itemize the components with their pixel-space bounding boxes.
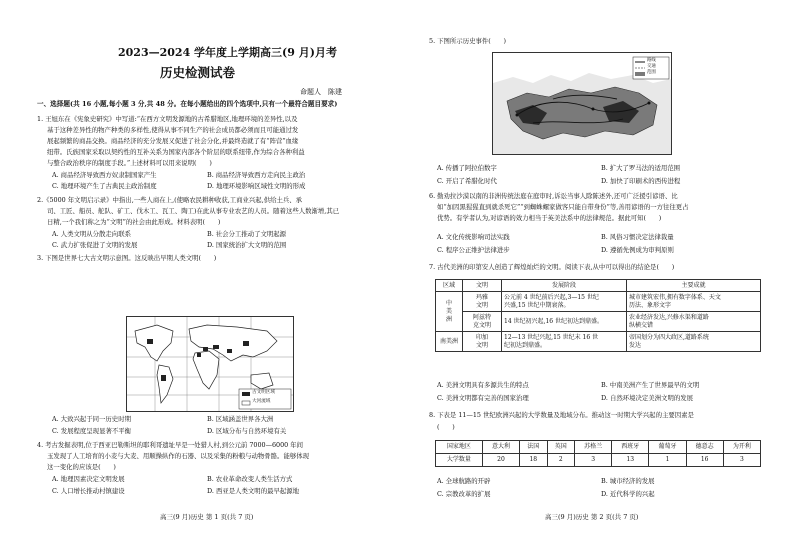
q7-stem: 7. 古代美洲的印第安人创造了辉煌灿烂的文明。阅读下表,从中可以得出的结论是( ) [429,263,675,271]
q6-option-c[interactable]: C. 程序公正维护法律进步 [437,246,510,254]
exam-subtitle: 历史检测试卷 [160,65,236,80]
q8-h4: 苏格兰 [575,441,612,454]
q6-line-3: 优势。有学者认为,对谚语的效力相当于英美法系中的法律规范。据此可知( ) [437,214,662,222]
q7-civ-3: 印加 文明 [463,332,502,352]
q8-v4: 13 [612,454,649,467]
q6-option-d[interactable]: D. 遵循先例成为审判原则 [601,246,674,254]
q2-option-d[interactable]: D. 国家统治扩大文明的范围 [207,241,287,249]
q7-header-stage: 发展阶段 [502,280,627,292]
q7-stage-1: 公元前 4 世纪前后兴起,3—15 世纪 兴盛,15 世纪中期衰落。 [502,292,627,312]
q5-option-a[interactable]: A. 传播了阿拉伯数字 [437,164,497,172]
q8-option-c[interactable]: C. 宗教改革的扩展 [437,490,491,498]
q7-civ-2: 阿兹特 克文明 [463,312,502,332]
q1-line-4: 纽带。氏族国家采取以契约性的互补关系为国家内部各个阶层的联系纽带,作为综合各种利益 [47,148,305,156]
q2-option-c[interactable]: C. 武力扩张促进了文明的发展 [52,241,138,249]
q8-h5: 西班牙 [612,441,649,454]
q4-line-1: 4. 考古发掘表明,位于西亚巴勒斯坦的耶利哥遗址早是一处猎人村,到公元前 7000—6000 年间 [37,441,304,449]
table-row [436,312,761,332]
q8-h8: 为开利 [723,441,760,454]
q3-stem: 3. 下图是世界七大古文明示意图。这反映出早期人类文明( ) [37,254,217,262]
q5-option-b[interactable]: B. 扩大了罗马法的适用范围 [601,164,681,172]
table-row [436,454,761,467]
q7-stage-3: 12—13 世纪兴起,15 世纪末 16 世 纪初达到鼎盛。 [502,332,627,352]
world-map-svg [127,317,293,411]
q3-option-a[interactable]: A. 大致兴起于同一历史时期 [52,415,131,423]
q8-v1: 18 [520,454,547,467]
q1-option-a[interactable]: A. 商品经济导致西方奴隶制国家产生 [52,171,157,179]
q1-line-2: 基于这种差异性的物产种类的多样性,使得从事不同生产的社会成员都必须而且可能通过发 [47,126,299,134]
q7-header-ach: 主要成就 [627,280,761,292]
exam-title: 2023—2024 学年度上学期高三(9 月)月考 [118,46,337,59]
q7-region-south: 南美洲 [436,332,463,352]
q8-option-a[interactable]: A. 全球航路的开辟 [437,477,491,485]
q2-line-2: 司、工匠、船员、舵队、矿工、伐木工、瓦工、陶工)在此从事专业农艺的人员。随着这些人数渐增,其已 [47,207,340,215]
section-heading: 一、选择题(共 16 小题,每小题 3 分,共 48 分。在每小题给出的四个选项中,只有一个最符合题目要求) [37,100,338,108]
q8-h2: 法国 [520,441,547,454]
q7-table [435,279,761,352]
q7-civ-1: 玛雅 文明 [463,292,502,312]
right-page [397,0,794,543]
q4-option-b[interactable]: B. 农业革命改变人类生活方式 [207,475,293,483]
q1-line-1: 1. 王旭东在《宪象史研究》中写道:“在西方文明发源地的古希腊地区,地理环境的差异性,以及 [37,115,298,123]
q8-v6: 16 [686,454,723,467]
q6-option-a[interactable]: A. 文化传统影响司法实践 [437,233,510,241]
footer-left: 高三(9 月)历史 第 1 页(共 7 页) [160,513,254,521]
q8-option-d[interactable]: D. 近代科学的兴起 [601,490,655,498]
author: 命题人 陈建 [300,88,342,96]
q5-option-c[interactable]: C. 开启了希腊化时代 [437,177,497,185]
q5-legend-1: 路线 [647,58,656,63]
q1-line-3: 展起频繁的商品交换。商品经济的充分发展又促进了社会分化,并最终造就了有“阵营”血缘 [47,137,299,145]
q8-v3: 3 [575,454,612,467]
q1-option-c[interactable]: C. 地理环境产生了古典民主政治制度 [52,182,157,190]
q6-option-b[interactable]: B. 风俗习惯决定法律裁量 [601,233,674,241]
q3-option-b[interactable]: B. 区域涵盖世界各大洲 [207,415,274,423]
q7-header-region: 区域 [436,280,463,292]
q7-option-a[interactable]: A. 美洲文明具有多源共生的特点 [437,381,529,389]
q4-option-a[interactable]: A. 地理因素决定文明发展 [52,475,125,483]
q7-ach-1: 城市建筑宏伟,拥有数字体系、天文 历法、象形文字 [627,292,761,312]
q7-option-c[interactable]: C. 美洲文明都有完善的国家治理 [437,394,529,402]
q5-stem: 5. 下图所示历史事件( ) [429,37,507,45]
q7-option-b[interactable]: B. 中南美洲产生了世界最早的文明 [601,381,700,389]
q2-line-3: 日精,一个我们称之为“文明”的社会由此形成。材料表明( ) [47,218,221,226]
q8-h0: 国家地区 [436,441,483,454]
q1-option-d[interactable]: D. 地理环境影响区域性文明的形成 [207,182,306,190]
q8-h7: 德意志 [686,441,723,454]
q7-stage-2: 14 世纪初兴起,16 世纪初达到鼎盛。 [502,312,627,332]
q8-h3: 英国 [547,441,574,454]
q2-line-1: 2.《5000 年文明启示录》中指出,一些人商在上,(使略农民耕种收获,工商业兴起,供给土兵、承 [37,196,303,204]
q2-option-a[interactable]: A. 人类文明从分散走向联系 [52,230,131,238]
q8-v0: 20 [482,454,519,467]
q8-table [435,440,761,467]
q4-option-c[interactable]: C. 人口增长推动村镇建设 [52,487,125,495]
q5-option-d[interactable]: D. 加快了印刷术的西传进程 [601,177,681,185]
q7-option-d[interactable]: D. 自然环境决定美洲文明的发展 [601,394,694,402]
q6-line-1: 6. 勤劝拉沙漠以南的非洲传统法庭在庭审时,诉讼当事人除陈述外,还可广泛援引谚语、比 [429,192,678,200]
q8-stem-blank: ( ) [437,423,455,431]
q6-line-2: 如“加因黑猩猩直到就杀死它”“到蜘蛛螺家做客只能自带身份”等,善用谚语的一方往往更占 [437,203,689,211]
conquest-map [492,52,672,155]
q3-option-c[interactable]: C. 发展程度呈现显著不平衡 [52,427,132,435]
footer-right: 高三(9 月)历史 第 2 页(共 7 页) [545,513,639,521]
table-row [436,441,761,454]
q4-line-2: 玉发现了人工培育的小麦与大麦、用顺操纵作的石器、以及采集的粉粮与动物骨骼。能够体现 [47,452,310,460]
q1-line-5: 与整合政治秩序的制度手段。”上述材料可以用来说明( ) [47,159,212,167]
q3-legend-2: 大河流域 [252,399,271,404]
q8-v7: 3 [723,454,760,467]
q4-option-d[interactable]: D. 西亚是人类文明的最早起源地 [207,487,300,495]
q2-option-b[interactable]: B. 社会分工推动了文明起源 [207,230,287,238]
q8-h6: 葡萄牙 [649,441,686,454]
q7-ach-3: 帝国划分为四大政区,道路系统 发达 [627,332,761,352]
q5-legend-3: 范围 [647,70,656,75]
q8-v2: 2 [547,454,574,467]
q4-line-3: 这一变化的应该是( ) [47,463,116,471]
q1-option-b[interactable]: B. 商品经济导致西方走向民主政治 [207,171,306,179]
q8-row-label: 大学数量 [436,454,483,467]
q5-legend-2: 交通 [647,64,656,69]
q8-option-b[interactable]: B. 城市经济的发展 [601,477,655,485]
q8-v5: 1 [649,454,686,467]
q3-option-d[interactable]: D. 区域分布与自然环境有关 [207,427,287,435]
table-row [436,332,761,352]
conquest-map-svg [493,53,671,154]
q7-ach-2: 农业经济发达,兴修水渠和道路 纵横交错 [627,312,761,332]
q7-region-mid: 中 美 洲 [436,292,463,332]
world-civilizations-map [126,316,294,412]
q7-header-civ: 文明 [463,280,502,292]
q8-h1: 意大利 [482,441,519,454]
table-row [436,292,761,312]
q3-legend-1: 古文明区域 [252,390,275,395]
q8-stem: 8. 下表是 11—15 世纪欧洲兴起的大学数量及地域分布。推动这一时期大学兴起的主要因素是 [429,411,694,419]
